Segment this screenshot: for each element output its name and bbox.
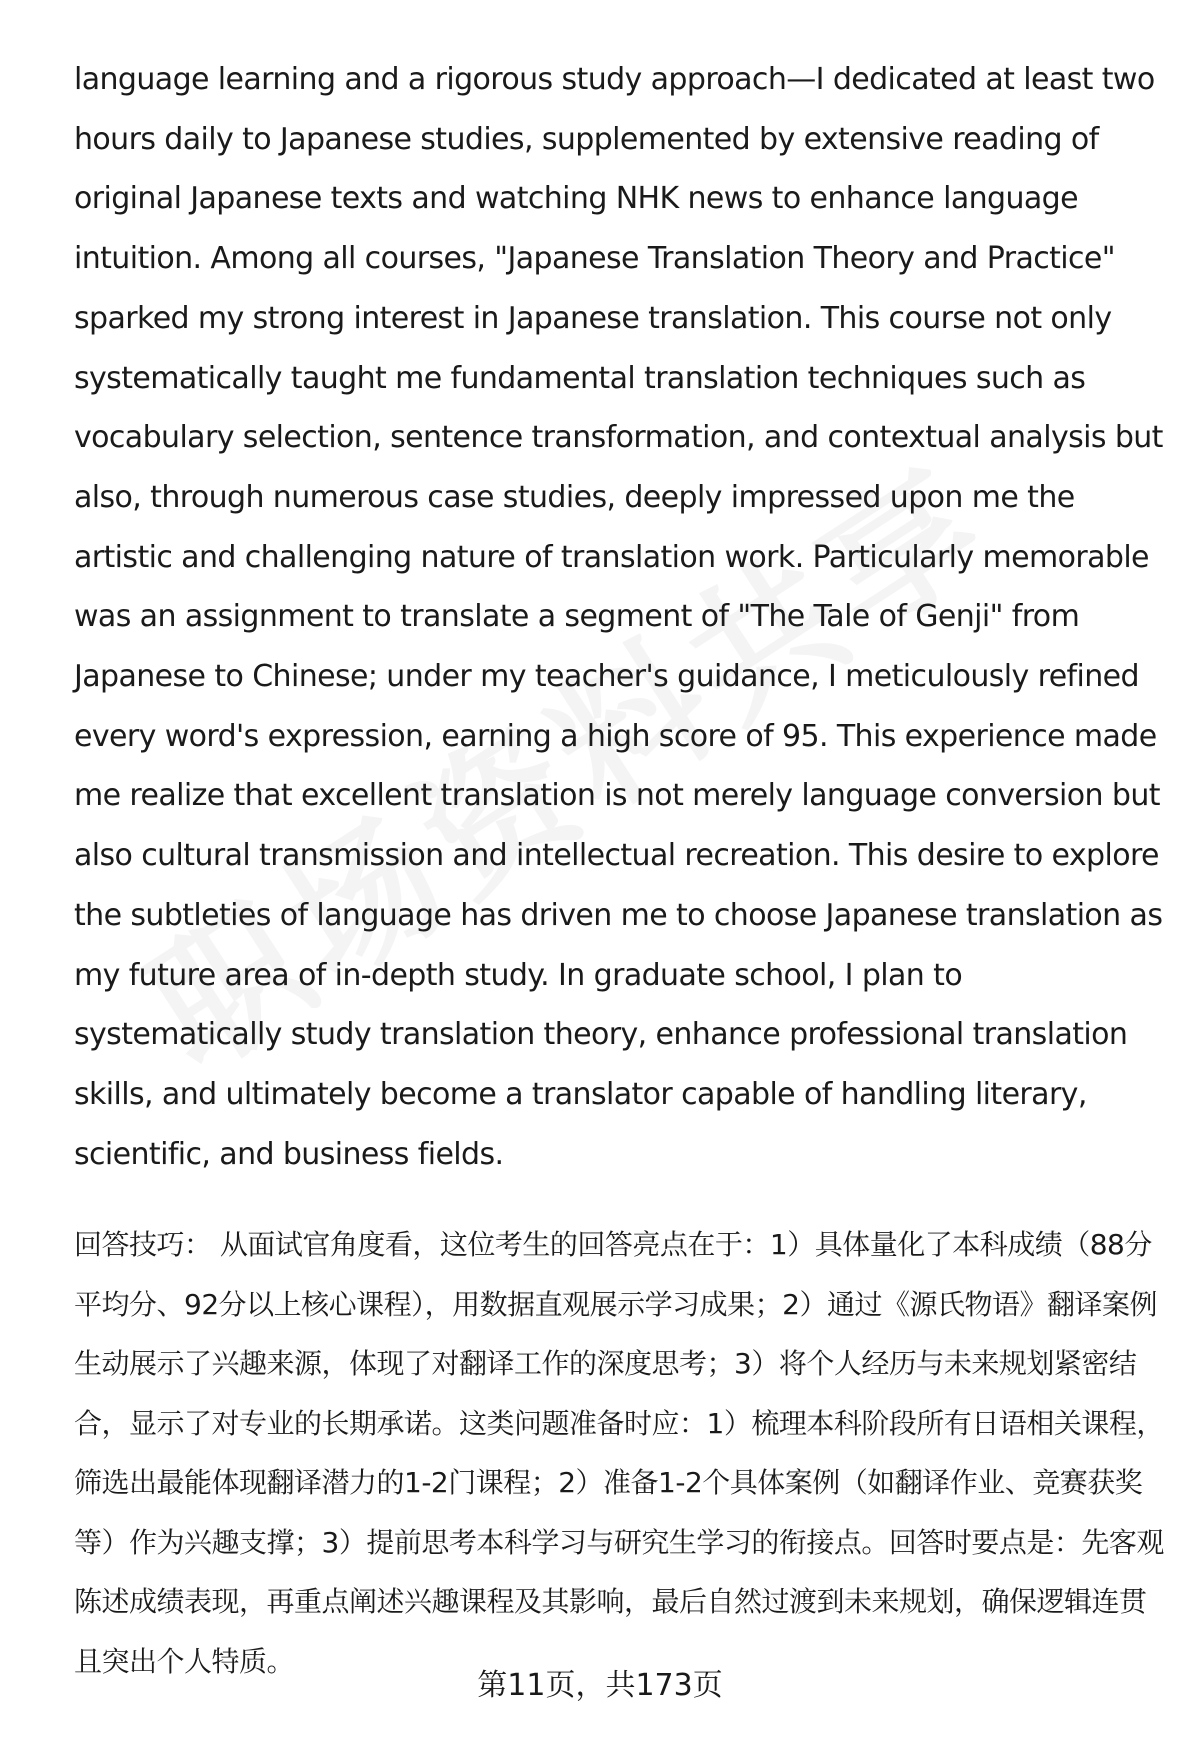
page-number-footer: 第11页，共173页 (477, 1668, 723, 1703)
answer-tips-text: 从面试官角度看，这位考生的回答亮点在于：1）具体量化了本科成绩（88分平均分、92分以上核心课程），用数据直观展示学习成果；2）通过《源氏物语》翻译案例生动展示了兴趣来源，体现了对翻译工作的深度思考；3）将个人经历与未来规划紧密结合，显示了对专业的长期承诺。这类问题准备时应：1）梳理本科阶段所有日语相关课程，筛选出最能体现翻译潜力的1-2门课程；2）准备1-2个具体案例（如翻译作业、竞赛获奖等）作为兴趣支撑；3）提前思考本科学习与研究生学习的衔接点。回答时要点是：先客观陈述成绩表现，再重点阐述兴趣课程及其影响，最后自然过渡到未来规划，确保逻辑连贯且突出个人特质。 (74, 1228, 1164, 1678)
english-answer-paragraph: language learning and a rigorous study approach—I dedicated at least two hours daily to Japanese studies, supplemented by extensive reading of original Japanese texts and watching NHK news to enhance language intuition. Among all courses, "Japanese Translation Theory and Practice" sparked my strong interest in Japanese translation. This course not only systematically taught me fundamental translation techniques such as vocabulary selection, sentence transformation, and contextual analysis but also, through numerous case studies, deeply impressed upon me the artistic and challenging nature of translation work. Particularly memorable was an assignment to translate a segment of "The Tale of Genji" from Japanese to Chinese; under my teacher's guidance, I meticulously refined every word's expression, earning a high score of 95. This experience made me realize that excellent translation is not merely language conversion but also cultural transmission and intellectual recreation. This desire to explore the subtleties of language has driven me to choose Japanese translation as my future area of in-depth study. In graduate school, I plan to systematically study translation theory, enhance professional translation skills, and ultimately become a translator capable of handling literary, scientific, and business fields. (74, 62, 1163, 1172)
page-content (74, 50, 1164, 1691)
answer-tips-label: 回答技巧： (74, 1228, 212, 1262)
answer-tips-paragraph (74, 1215, 1164, 1691)
